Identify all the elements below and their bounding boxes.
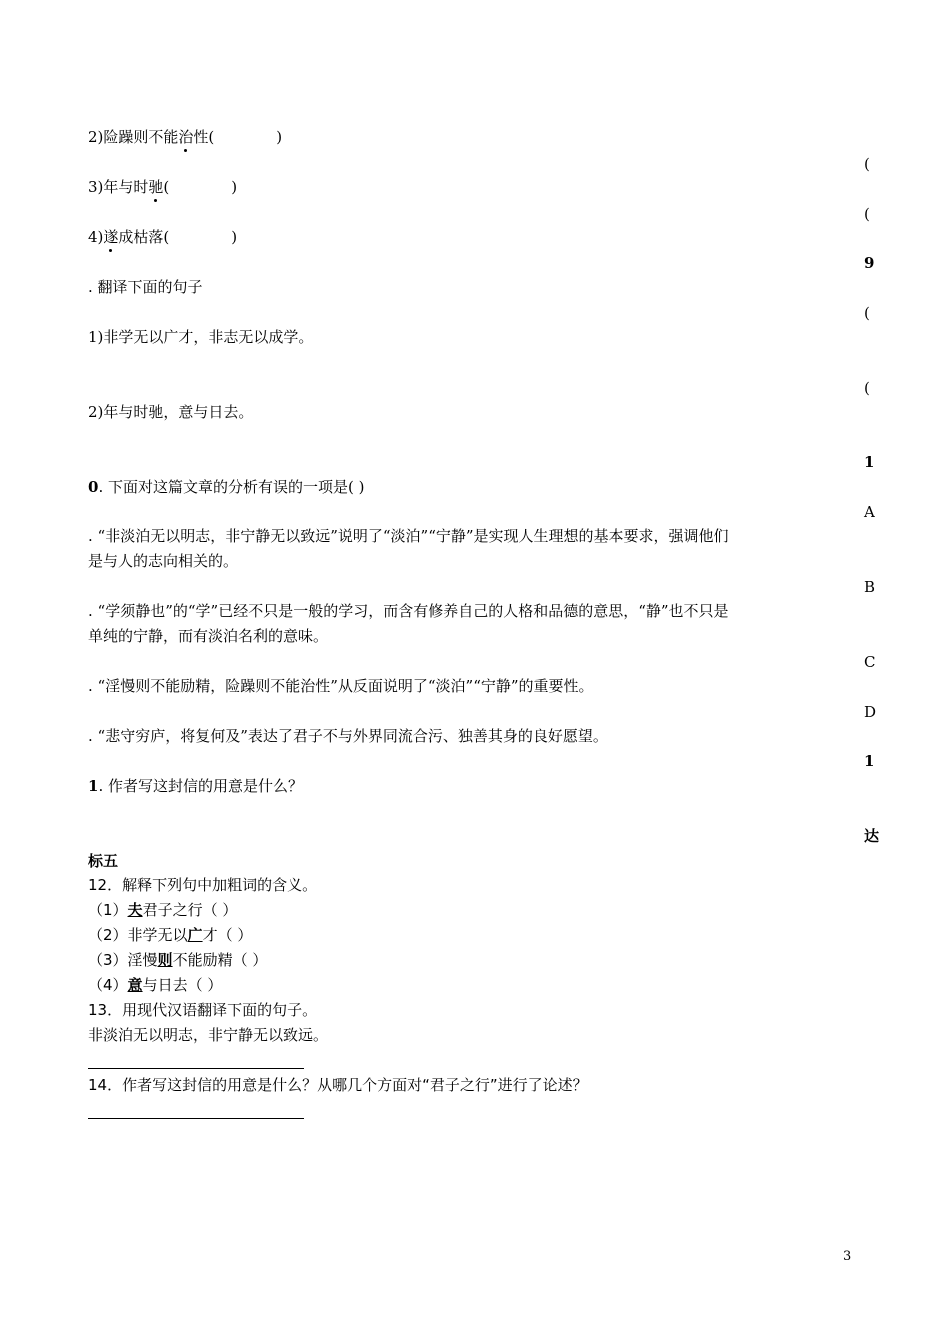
q8-item-4-dot-word: 遂 (103, 228, 119, 246)
q12-item-2-post: 才（ ） (202, 926, 253, 944)
q12-item-1-pre: （1） (88, 901, 128, 919)
q8-item-3-dot-word: 驰 (148, 178, 164, 196)
q12-item-1-word: 夫 (127, 901, 143, 919)
q12-item-2-word: 广 (187, 926, 203, 944)
margin-paren-2: ( (864, 205, 870, 223)
q10-option-d: . “悲守穷庐，将复何及”表达了君子不与外界同流合污、独善其身的良好愿望。 (88, 727, 608, 745)
q10-option-b-line1: . “学须静也”的“学”已经不只是一般的学习，而含有修养自己的人格和品德的意思，“静”也不只是 (88, 602, 729, 620)
q10-option-a-line2: 是与人的志向相关的。 (88, 552, 239, 570)
q8-item-3 (88, 177, 237, 197)
q8-item-4 (88, 227, 237, 247)
q10-number: 0 (88, 478, 99, 496)
q8-item-2-dot-word: 治 (178, 128, 194, 146)
q8-item-4-pre: 4) (88, 228, 104, 246)
q9-sentence-2: 2)年与时驰，意与日去。 (88, 403, 254, 421)
margin-label-c: C (864, 653, 876, 671)
q12-item-3-word: 则 (157, 951, 173, 969)
q8-item-2-post: 性( (193, 128, 215, 146)
q12-item-1-post: 君子之行（ ） (142, 901, 238, 919)
q12-item-1 (88, 900, 237, 920)
q11-text: . 作者写这封信的用意是什么？ (98, 777, 303, 795)
q9-sentence-1: 1)非学无以广才，非志无以成学。 (88, 328, 314, 346)
margin-paren-4: ( (864, 379, 870, 397)
q8-item-4-post: 成枯落( (118, 228, 170, 246)
margin-label-a: A (864, 503, 875, 521)
q12-item-3-pre: （3）淫慢 (88, 951, 158, 969)
q10-option-a-line1: . “非淡泊无以明志，非宁静无以致远”说明了“淡泊”“宁静”是实现人生理想的基本要求，强调他们 (88, 527, 729, 545)
margin-paren-3: ( (864, 304, 870, 322)
q14-answer-line (88, 1118, 304, 1119)
q13-answer-line (88, 1068, 304, 1069)
q13-stem: 13．用现代汉语翻译下面的句子。 (88, 1001, 318, 1019)
q8-item-2-close: ) (276, 128, 283, 146)
q12-item-3-post: 不能励精（ ） (172, 951, 268, 969)
q8-item-4-close: ) (231, 228, 238, 246)
q10-text: . 下面对这篇文章的分析有误的一项是( ) (98, 478, 365, 496)
section5-title: 标五 (88, 852, 119, 870)
q9-title: . 翻译下面的句子 (88, 278, 203, 296)
q8-item-3-post: ( (163, 178, 170, 196)
q8-item-2-pre: 2)险躁则不能 (88, 128, 179, 146)
margin-label-b: B (864, 578, 876, 596)
q8-item-3-close: ) (231, 178, 238, 196)
margin-one-1: 1 (864, 453, 875, 471)
margin-nine: 9 (864, 254, 875, 272)
q12-item-2 (88, 925, 252, 945)
page-number: 3 (843, 1249, 852, 1264)
q8-item-3-pre: 3)年与时 (88, 178, 149, 196)
q14-stem: 14．作者写这封信的用意是什么？从哪几个方面对“君子之行”进行了论述？ (88, 1076, 588, 1094)
q11-number: 1 (88, 777, 99, 795)
q10-stem (88, 477, 364, 497)
q12-item-2-pre: （2）非学无以 (88, 926, 188, 944)
q12-stem: 12．解释下列句中加粗词的含义。 (88, 876, 318, 894)
q11-stem (88, 776, 303, 796)
margin-one-2: 1 (864, 752, 875, 770)
q12-item-4 (88, 975, 222, 995)
q12-item-3 (88, 950, 267, 970)
q12-item-4-pre: （4） (88, 976, 128, 994)
q12-item-4-word: 意 (127, 976, 143, 994)
q13-sentence: 非淡泊无以明志，非宁静无以致远。 (88, 1026, 329, 1044)
q10-option-b-line2: 单纯的宁静，而有淡泊名利的意味。 (88, 627, 329, 645)
margin-label-d: D (864, 703, 877, 721)
q12-item-4-post: 与日去（ ） (142, 976, 223, 994)
margin-da: 达 (864, 827, 880, 845)
q10-option-c: . “淫慢则不能励精，险躁则不能治性”从反面说明了“淡泊”“宁静”的重要性。 (88, 677, 594, 695)
q8-item-2 (88, 127, 282, 147)
margin-paren-1: ( (864, 155, 870, 173)
